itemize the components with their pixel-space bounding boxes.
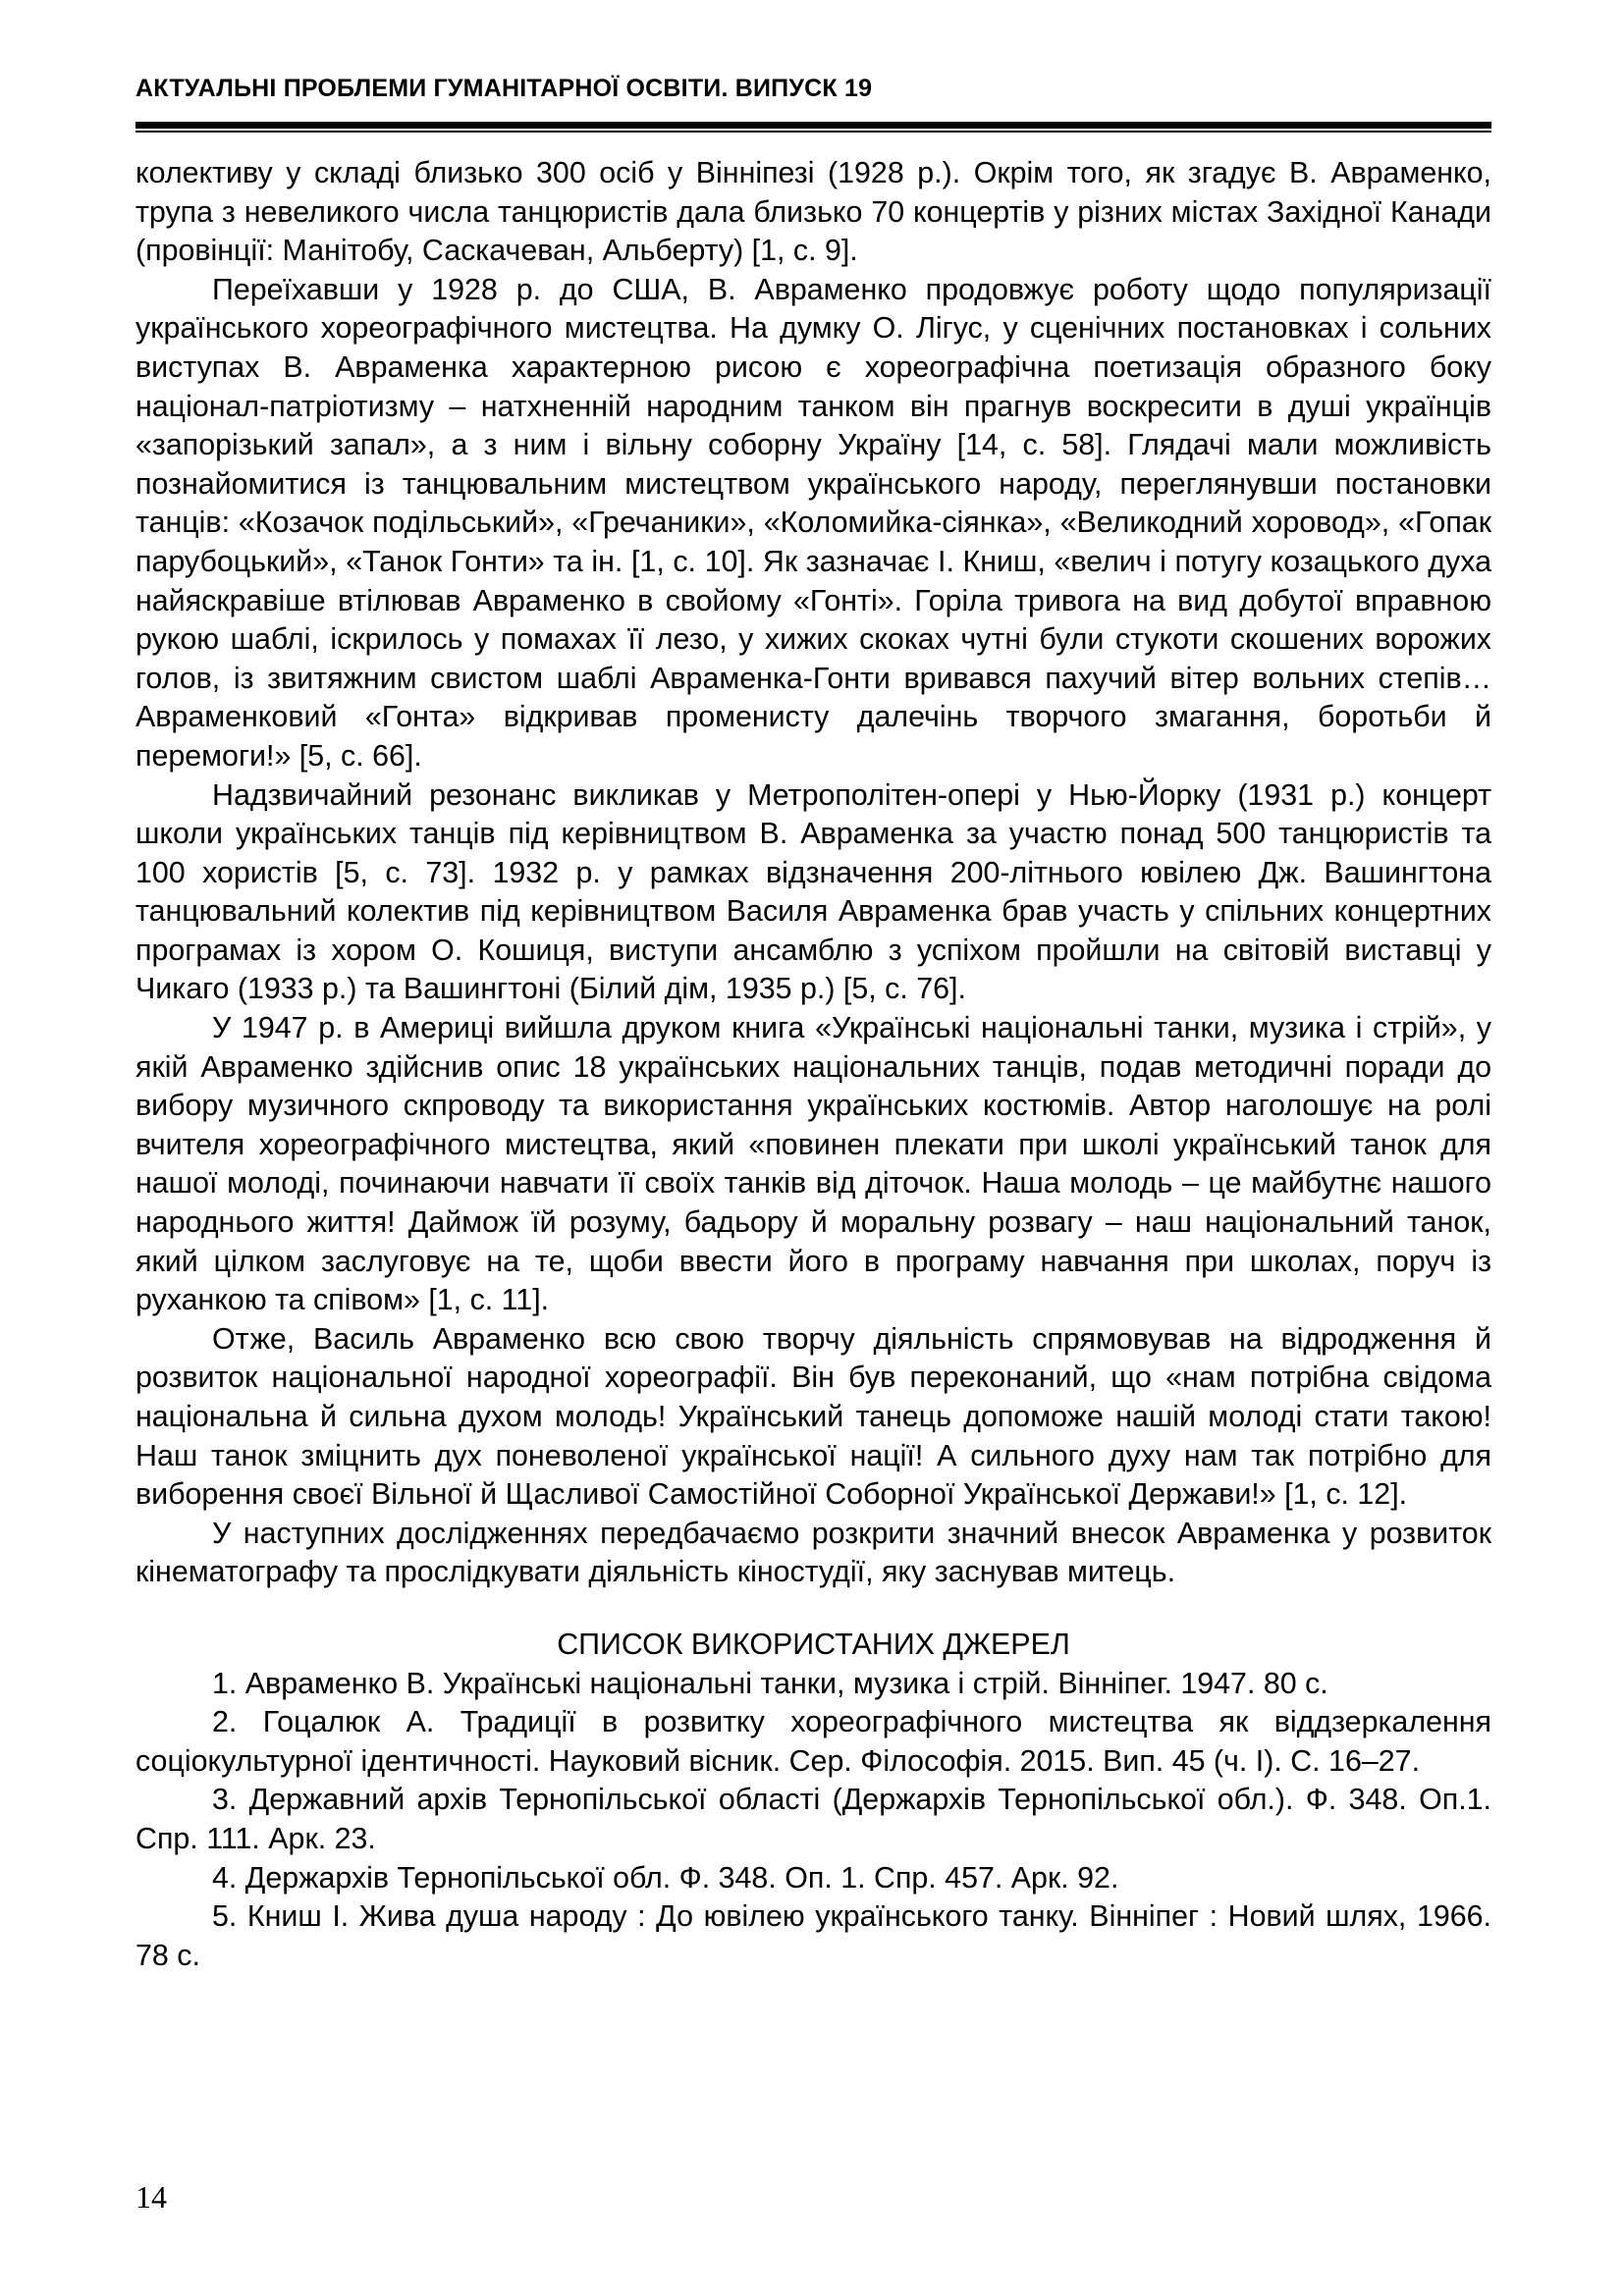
reference-item: 2. Гоцалюк А. Традиції в розвитку хореографічного мистецтва як віддзеркалення соціокультурної ідентичності. Науковий вісник. Сер. Філософія. 2015. Вип. 45 (ч. І). С. 16–27. bbox=[135, 1705, 1491, 1778]
running-header: АКТУАЛЬНІ ПРОБЛЕМИ ГУМАНІТАРНОЇ ОСВІТИ. ВИПУСК 19 bbox=[135, 75, 873, 102]
reference-item: 1. Авраменко В. Українські національні танки, музика і стрій. Вінніпег. 1947. 80 с. bbox=[212, 1666, 1328, 1700]
references-heading: СПИСОК ВИКОРИСТАНИХ ДЖЕРЕЛ bbox=[557, 1627, 1070, 1661]
paragraph: Переїхавши у 1928 р. до США, В. Авраменко продовжує роботу щодо популяризації українського хореографічного мистецтва. На думку О. Лігус, у сценічних постановках і сольних виступах В. Авраменка характерною рисою є хореографічна поетизація образного боку націонал-патріотизму – натхненній народним танком він прагнув воскресити в душі українців «запорізький запал», а з ним і вільну соборну Україну [14, с. 58]. Глядачі мали можливість познайомитися із танцювальним мистецтвом українського народу, переглянувши постановки танців: «Козачок подільський», «Гречаники», «Коломийка-сіянка», «Великодний хоровод», «Гопак парубоцький», «Танок Гонти» та ін. [1, с. 10]. Як зазначає І. Книш, «велич і потугу козацького духа найяскравіше втілював Авраменко в свойому «Гонті». Горіла тривога на вид добутої вправною рукою шаблі, іскрилось у помахах її лезо, у хижих скоках чутні були стукоти скошених ворожих голов, із звитяжним свистом шаблі Авраменка-Гонти вривався пахучий вітер вольних степів… Авраменковий «Гонта» відкривав променисту далечінь творчого змагання, боротьби й перемоги!» [5, с. 66]. bbox=[135, 272, 1491, 773]
paragraph: Надзвичайний резонанс викликав у Метрополітен-опері у Нью-Йорку (1931 р.) концерт школи українських танців під керівництвом В. Авраменка за участю понад 500 танцюристів та 100 хористів [5, с. 73]. 1932 р. у рамках відзначення 200-літнього ювілею Дж. Вашингтона танцювальний колектив під керівництвом Василя Авраменка брав участь у спільних концертних програмах із хором О. Кошиця, виступи ансамблю з успіхом пройшли на світовій виставці у Чикаго (1933 р.) та Вашингтоні (Білий дім, 1935 р.) [5, с. 76]. bbox=[135, 777, 1491, 1006]
paragraph: Отже, Василь Авраменко всю свою творчу діяльність спрямовував на відродження й розвиток національної народної хореографії. Він був переконаний, що «нам потрібна свідома національна й сильна духом молодь! Український танець допоможе нашій молоді стати такою! Наш танок зміцнить дух поневоленої української нації! А сильного духу нам так потрібно для виборення своєї Вільної й Щасливої Самостійної Соборної Української Держави!» [1, с. 12]. bbox=[135, 1321, 1491, 1512]
main-text bbox=[135, 154, 1491, 1975]
paragraph: У наступних дослідженнях передбачаємо розкрити значний внесок Авраменка у розвиток кінематографу та прослідкувати діяльність кіностудії, яку заснував митець. bbox=[135, 1516, 1491, 1589]
page-number: 14 bbox=[135, 2179, 167, 2215]
reference-item: 5. Книш І. Жива душа народу : До ювілею українського танку. Вінніпег : Новий шлях, 1966. 78 с. bbox=[135, 1899, 1491, 1972]
header-rule-thick bbox=[135, 122, 1491, 129]
paragraph: колективу у складі близько 300 осіб у Вінніпезі (1928 р.). Окрім того, як згадує В. Авраменко, трупа з невеликого числа танцюристів дала близько 70 концертів у різних містах Західної Канади (провінції: Манітобу, Саскачеван, Альберту) [1, с. 9]. bbox=[135, 156, 1491, 268]
reference-item: 4. Держархів Тернопільської обл. Ф. 348. Оп. 1. Спр. 457. Арк. 92. bbox=[212, 1860, 1119, 1895]
header-rule-thin bbox=[135, 131, 1491, 133]
reference-item: 3. Державний архів Тернопільської області (Держархів Тернопільської обл.). Ф. 348. Оп.1. Спр. 111. Арк. 23. bbox=[135, 1783, 1491, 1855]
paragraph: У 1947 р. в Америці вийшла друком книга «Українські національні танки, музика і стрій», у якій Авраменко здійснив опис 18 українських національних танців, подав методичні поради до вибору музичного скпроводу та використання українських костюмів. Автор наголошує на ролі вчителя хореографічного мистецтва, який «повинен плекати при школі український танок для нашої молоді, починаючи навчати її своїх танків від діточок. Наша молодь – це майбутнє нашого народнього життя! Даймож їй розуму, бадьору й моральну розвагу – наш національний танок, який цілком заслуговує на те, щоби ввести його в програму навчання при школах, поруч із руханкою та співом» [1, с. 11]. bbox=[135, 1011, 1491, 1317]
